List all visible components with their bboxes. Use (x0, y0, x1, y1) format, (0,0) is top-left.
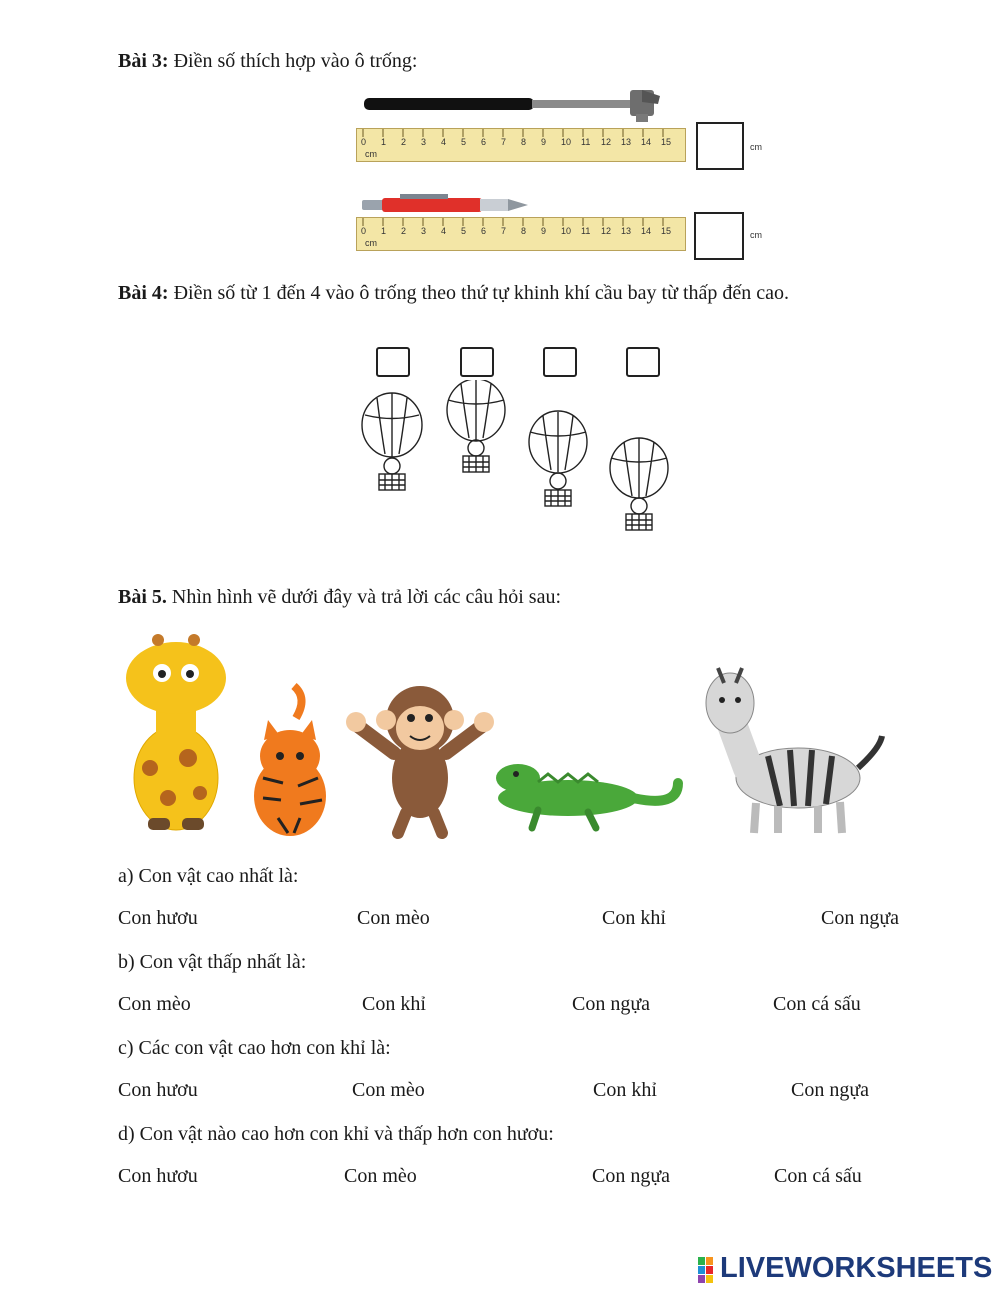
question-b: b) Con vật thấp nhất là: (118, 951, 307, 973)
ruler-1-number: 4 (441, 137, 447, 147)
liveworksheets-logo-icon (697, 1255, 721, 1285)
bai5-label: Bài 5. (118, 586, 167, 608)
bai5-instruction: Nhìn hình vẽ dưới đây và trả lời các câu hỏi sau: (171, 586, 562, 608)
ruler-2-number: 11 (581, 226, 591, 236)
bai4-heading (118, 282, 789, 305)
option-d-1[interactable]: Con hươu (118, 1165, 198, 1187)
option-a-3[interactable]: Con khỉ (602, 907, 666, 929)
ruler-1 (356, 128, 686, 162)
balloon-4 (610, 438, 668, 530)
ruler-1-number: 3 (421, 137, 427, 147)
ruler-1-number: 0 (361, 137, 367, 147)
option-a-1[interactable]: Con hươu (118, 907, 198, 929)
option-c-1[interactable]: Con hươu (118, 1079, 198, 1101)
ruler-2-number: 8 (521, 226, 527, 236)
ruler-2-number: 13 (621, 226, 632, 236)
ruler-2-number: 2 (401, 226, 407, 236)
bai3-heading (118, 50, 417, 73)
animals-image (118, 628, 898, 843)
iguana (496, 764, 678, 828)
option-a-4[interactable]: Con ngựa (821, 907, 900, 929)
ruler-1-number: 15 (661, 137, 672, 147)
option-c-2[interactable]: Con mèo (352, 1079, 425, 1101)
option-c-3[interactable]: Con khỉ (593, 1079, 657, 1101)
ruler-1-number: 8 (521, 137, 527, 147)
answer-box-pen[interactable] (694, 212, 744, 260)
ruler-2-number: 4 (441, 226, 447, 236)
ruler-2 (356, 217, 686, 251)
bai4-label: Bài 4: (118, 282, 169, 304)
ruler-1-number: 2 (401, 137, 407, 147)
balloon-order-box-3[interactable] (543, 347, 577, 377)
option-c-4[interactable]: Con ngựa (791, 1079, 870, 1101)
ruler-2-number: 0 (361, 226, 367, 236)
ruler-1-number: 9 (541, 137, 547, 147)
monkey (346, 686, 494, 833)
ruler-2-number: 3 (421, 226, 427, 236)
ruler-2-number: 14 (641, 226, 652, 236)
ruler-2-number: 5 (461, 226, 467, 236)
balloon-1 (362, 393, 422, 490)
question-c: c) Các con vật cao hơn con khỉ là: (118, 1037, 391, 1059)
question-a: a) Con vật cao nhất là: (118, 865, 299, 887)
unit-label-pen: cm (750, 230, 762, 240)
option-d-2[interactable]: Con mèo (344, 1165, 417, 1187)
option-a-2[interactable]: Con mèo (357, 907, 430, 929)
ruler-1-number: 6 (481, 137, 487, 147)
ruler-1-number: 7 (501, 137, 507, 147)
ruler-1-number: 14 (641, 137, 652, 147)
option-b-4[interactable]: Con cá sấu (773, 993, 861, 1015)
answer-box-hammer[interactable] (696, 122, 744, 170)
balloon-2 (447, 380, 505, 472)
zebra (706, 668, 882, 833)
ruler-2-number: 7 (501, 226, 507, 236)
tiger-cat (254, 686, 326, 836)
ruler-2-number: 9 (541, 226, 547, 236)
ruler-2-number: 12 (601, 226, 612, 236)
ruler-2-number: 15 (661, 226, 672, 236)
balloon-order-box-4[interactable] (626, 347, 660, 377)
giraffe (126, 634, 226, 830)
ruler-2-number: 6 (481, 226, 487, 236)
option-b-1[interactable]: Con mèo (118, 993, 191, 1015)
ruler-1-number: 12 (601, 137, 612, 147)
hammer-image (360, 86, 670, 128)
ruler-2-number: 1 (381, 226, 387, 236)
ruler-1-number: 10 (561, 137, 572, 147)
ruler-1-number: 5 (461, 137, 467, 147)
pen-image (360, 192, 540, 218)
bai4-instruction: Điền số từ 1 đến 4 vào ô trống theo thứ tự khinh khí cầu bay từ thấp đến cao. (173, 282, 790, 304)
question-d: d) Con vật nào cao hơn con khỉ và thấp hơn con hươu: (118, 1123, 554, 1145)
liveworksheets-brand: LIVEWORKSHEETS (720, 1252, 993, 1284)
ruler-1-number: 11 (581, 137, 591, 147)
ruler-1-unit: cm (365, 149, 377, 159)
option-d-4[interactable]: Con cá sấu (774, 1165, 862, 1187)
ruler-2-unit: cm (365, 238, 377, 248)
balloon-order-box-2[interactable] (460, 347, 494, 377)
ruler-1-number: 13 (621, 137, 632, 147)
balloon-3 (529, 411, 587, 506)
option-b-3[interactable]: Con ngựa (572, 993, 651, 1015)
ruler-2-number: 10 (561, 226, 572, 236)
bai5-heading (118, 586, 561, 609)
option-b-2[interactable]: Con khỉ (362, 993, 426, 1015)
bai3-label: Bài 3: (118, 50, 169, 72)
unit-label-hammer: cm (750, 142, 762, 152)
option-d-3[interactable]: Con ngựa (592, 1165, 671, 1187)
balloon-order-box-1[interactable] (376, 347, 410, 377)
ruler-1-number: 1 (381, 137, 387, 147)
bai3-instruction: Điền số thích hợp vào ô trống: (173, 50, 418, 72)
hot-air-balloons-image (355, 380, 685, 550)
